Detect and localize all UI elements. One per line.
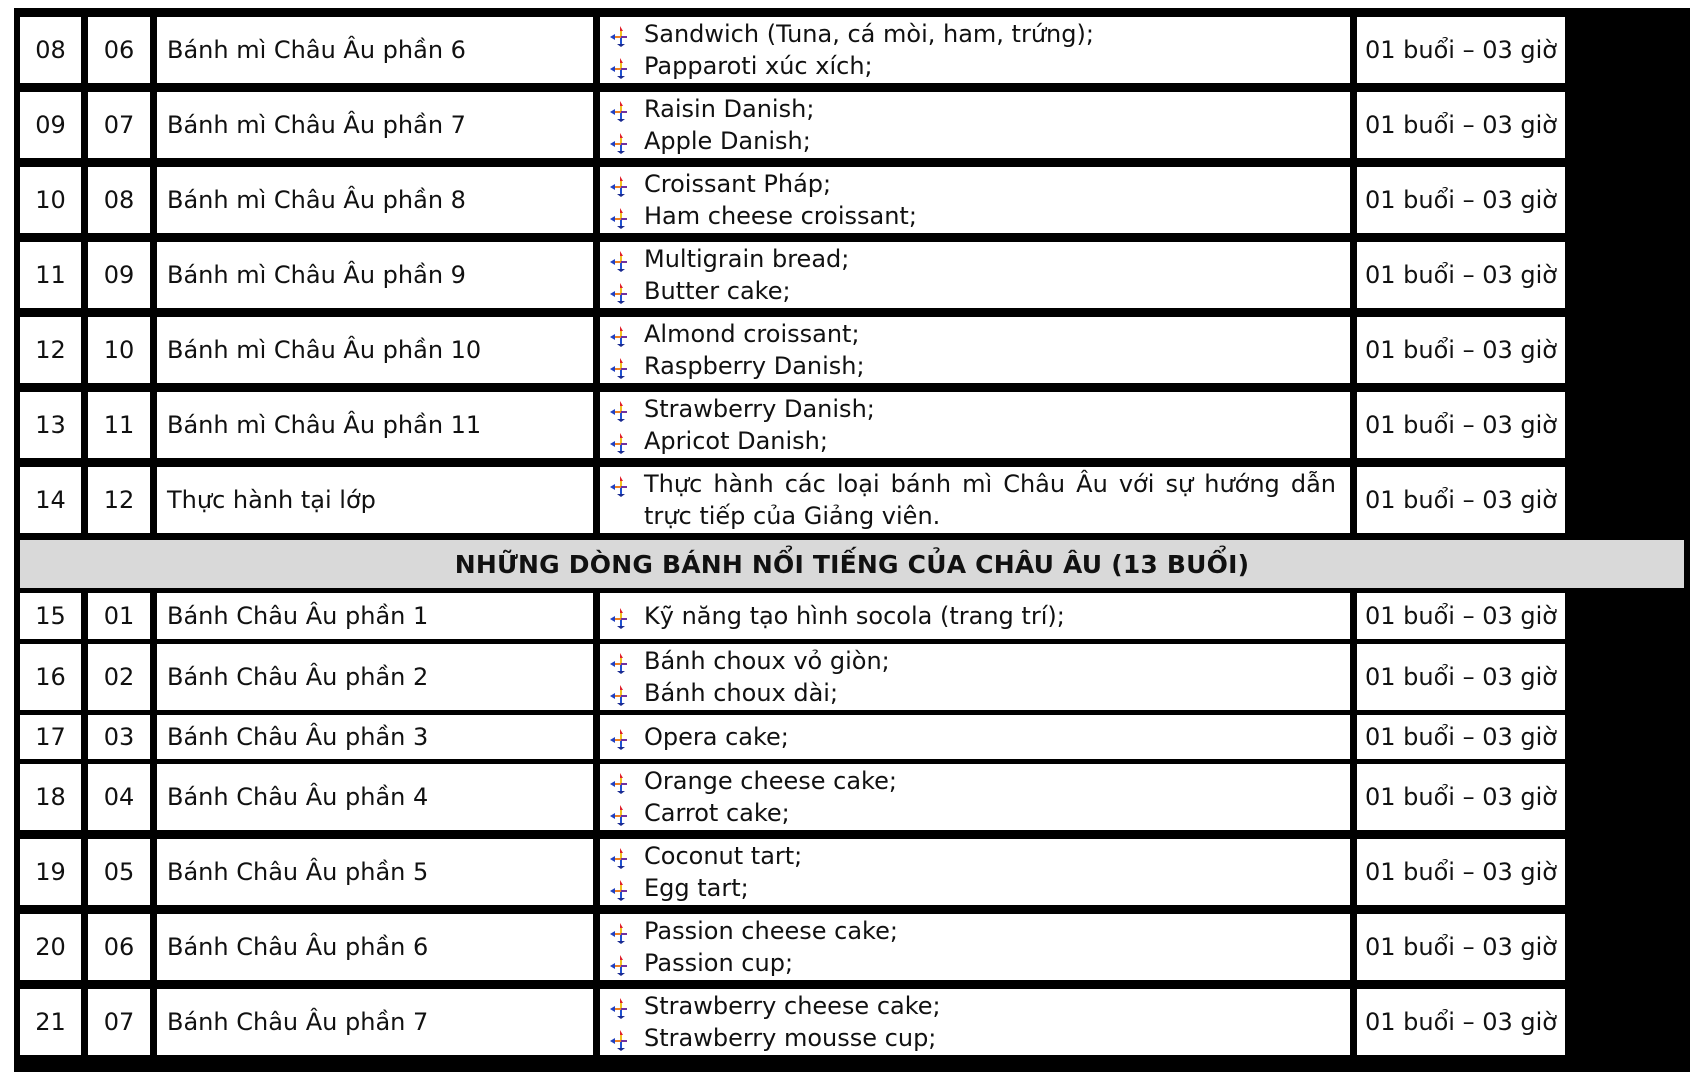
arrow-bullet-icon	[610, 845, 632, 867]
lesson-content	[600, 92, 1350, 158]
table-row	[20, 839, 1684, 905]
lesson-duration: 01 buổi – 03 giờ	[1357, 914, 1565, 980]
content-item-text: Passion cheese cake;	[644, 917, 898, 945]
lesson-content	[600, 989, 1350, 1055]
lesson-duration: 01 buổi – 03 giờ	[1357, 839, 1565, 905]
lesson-title: Bánh Châu Âu phần 2	[157, 644, 593, 710]
arrow-bullet-icon	[610, 995, 632, 1017]
list-item	[610, 797, 1336, 829]
list-item	[610, 990, 1336, 1022]
row-number: 18	[20, 764, 81, 830]
row-number: 19	[20, 839, 81, 905]
table-row	[20, 392, 1684, 458]
lesson-title: Bánh mì Châu Âu phần 8	[157, 167, 593, 233]
session-number: 03	[88, 715, 150, 759]
session-number: 05	[88, 839, 150, 905]
content-item-text: Bánh choux dài;	[644, 679, 839, 707]
list-item	[610, 275, 1336, 307]
arrow-bullet-icon	[610, 605, 632, 627]
content-item-text: Thực hành các loại bánh mì Châu Âu với sự hướng dẫn trực tiếp của Giảng viên.	[644, 470, 1336, 530]
lesson-duration: 01 buổi – 03 giờ	[1357, 317, 1565, 383]
session-number: 08	[88, 167, 150, 233]
list-item	[610, 50, 1336, 82]
content-item-text: Strawberry cheese cake;	[644, 992, 941, 1020]
lesson-duration: 01 buổi – 03 giờ	[1357, 17, 1565, 83]
row-number: 17	[20, 715, 81, 759]
list-item	[610, 425, 1336, 457]
table-row	[20, 764, 1684, 830]
table-row	[20, 317, 1684, 383]
session-number: 11	[88, 392, 150, 458]
content-item-text: Passion cup;	[644, 949, 794, 977]
content-item-text: Kỹ năng tạo hình socola (trang trí);	[644, 602, 1065, 630]
row-number: 13	[20, 392, 81, 458]
lesson-content	[600, 644, 1350, 710]
arrow-bullet-icon	[610, 173, 632, 195]
content-item-text: Egg tart;	[644, 874, 749, 902]
lesson-content	[600, 715, 1350, 759]
lesson-duration: 01 buổi – 03 giờ	[1357, 989, 1565, 1055]
lesson-duration: 01 buổi – 03 giờ	[1357, 715, 1565, 759]
lesson-title: Bánh Châu Âu phần 4	[157, 764, 593, 830]
lesson-content	[600, 593, 1350, 639]
content-item-text: Papparoti xúc xích;	[644, 52, 873, 80]
lesson-content	[600, 914, 1350, 980]
list-item	[610, 18, 1336, 50]
arrow-bullet-icon	[610, 1027, 632, 1049]
lesson-duration: 01 buổi – 03 giờ	[1357, 467, 1565, 533]
arrow-bullet-icon	[610, 98, 632, 120]
list-item	[610, 645, 1336, 677]
row-number: 09	[20, 92, 81, 158]
arrow-bullet-icon	[610, 802, 632, 824]
session-number: 12	[88, 467, 150, 533]
content-item-text: Ham cheese croissant;	[644, 202, 917, 230]
lesson-content	[600, 242, 1350, 308]
arrow-bullet-icon	[610, 920, 632, 942]
content-item-text: Orange cheese cake;	[644, 767, 897, 795]
lesson-title: Bánh mì Châu Âu phần 7	[157, 92, 593, 158]
session-number: 02	[88, 644, 150, 710]
session-number: 06	[88, 17, 150, 83]
list-item	[610, 168, 1336, 200]
list-item	[610, 721, 1336, 753]
arrow-bullet-icon	[610, 682, 632, 704]
lesson-content	[600, 167, 1350, 233]
list-item	[610, 393, 1336, 425]
content-item-text: Bánh choux vỏ giòn;	[644, 647, 890, 675]
list-item	[610, 125, 1336, 157]
list-item	[610, 872, 1336, 904]
arrow-bullet-icon	[610, 650, 632, 672]
content-item-text: Croissant Pháp;	[644, 170, 832, 198]
list-item	[610, 243, 1336, 275]
list-item	[610, 1022, 1336, 1054]
lesson-content	[600, 467, 1350, 533]
content-item-text: Raisin Danish;	[644, 95, 815, 123]
arrow-bullet-icon	[610, 248, 632, 270]
curriculum-table	[14, 8, 1690, 1072]
table-row	[20, 644, 1684, 710]
table-row	[20, 467, 1684, 533]
lesson-content	[600, 17, 1350, 83]
content-item-text: Apple Danish;	[644, 127, 811, 155]
content-item-text: Coconut tart;	[644, 842, 803, 870]
session-number: 09	[88, 242, 150, 308]
arrow-bullet-icon	[610, 770, 632, 792]
list-item	[610, 600, 1336, 632]
lesson-title: Bánh Châu Âu phần 7	[157, 989, 593, 1055]
list-item	[610, 947, 1336, 979]
arrow-bullet-icon	[610, 726, 632, 748]
session-number: 04	[88, 764, 150, 830]
row-number: 20	[20, 914, 81, 980]
lesson-title: Thực hành tại lớp	[157, 467, 593, 533]
lesson-duration: 01 buổi – 03 giờ	[1357, 167, 1565, 233]
table-row	[20, 989, 1684, 1055]
row-number: 12	[20, 317, 81, 383]
arrow-bullet-icon	[610, 55, 632, 77]
content-item-text: Opera cake;	[644, 723, 789, 751]
lesson-duration: 01 buổi – 03 giờ	[1357, 593, 1565, 639]
lesson-content	[600, 392, 1350, 458]
content-item-text: Carrot cake;	[644, 799, 790, 827]
list-item	[610, 765, 1336, 797]
list-item	[610, 915, 1336, 947]
content-item-text: Strawberry mousse cup;	[644, 1024, 937, 1052]
lesson-title: Bánh Châu Âu phần 5	[157, 839, 593, 905]
arrow-bullet-icon	[610, 130, 632, 152]
lesson-title: Bánh mì Châu Âu phần 11	[157, 392, 593, 458]
list-item	[610, 677, 1336, 709]
lesson-content	[600, 764, 1350, 830]
lesson-duration: 01 buổi – 03 giờ	[1357, 242, 1565, 308]
content-item-text: Apricot Danish;	[644, 427, 828, 455]
arrow-bullet-icon	[610, 323, 632, 345]
lesson-duration: 01 buổi – 03 giờ	[1357, 644, 1565, 710]
table-row	[20, 593, 1684, 639]
table-row	[20, 92, 1684, 158]
arrow-bullet-icon	[610, 877, 632, 899]
lesson-title: Bánh mì Châu Âu phần 6	[157, 17, 593, 83]
row-number: 10	[20, 167, 81, 233]
lesson-duration: 01 buổi – 03 giờ	[1357, 764, 1565, 830]
lesson-title: Bánh Châu Âu phần 1	[157, 593, 593, 639]
list-item	[610, 840, 1336, 872]
row-number: 21	[20, 989, 81, 1055]
table-row	[20, 914, 1684, 980]
arrow-bullet-icon	[610, 952, 632, 974]
arrow-bullet-icon	[610, 280, 632, 302]
content-item-text: Butter cake;	[644, 277, 791, 305]
section-title: NHỮNG DÒNG BÁNH NỔI TIẾNG CỦA CHÂU ÂU (13 BUỔI)	[454, 549, 1250, 579]
arrow-bullet-icon	[610, 430, 632, 452]
list-item	[610, 468, 1336, 532]
list-item	[610, 200, 1336, 232]
arrow-bullet-icon	[610, 23, 632, 45]
lesson-title: Bánh Châu Âu phần 6	[157, 914, 593, 980]
session-number: 01	[88, 593, 150, 639]
table-row	[20, 17, 1684, 83]
arrow-bullet-icon	[610, 473, 632, 495]
content-item-text: Almond croissant;	[644, 320, 860, 348]
lesson-content	[600, 317, 1350, 383]
table-row	[20, 167, 1684, 233]
row-number: 16	[20, 644, 81, 710]
session-number: 07	[88, 92, 150, 158]
lesson-title: Bánh mì Châu Âu phần 9	[157, 242, 593, 308]
content-item-text: Strawberry Danish;	[644, 395, 875, 423]
section-header	[20, 540, 1684, 588]
session-number: 06	[88, 914, 150, 980]
lesson-duration: 01 buổi – 03 giờ	[1357, 392, 1565, 458]
lesson-duration: 01 buổi – 03 giờ	[1357, 92, 1565, 158]
row-number: 14	[20, 467, 81, 533]
row-number: 11	[20, 242, 81, 308]
content-item-text: Sandwich (Tuna, cá mòi, ham, trứng);	[644, 20, 1094, 48]
lesson-title: Bánh mì Châu Âu phần 10	[157, 317, 593, 383]
table-row	[20, 715, 1684, 759]
list-item	[610, 350, 1336, 382]
session-number: 07	[88, 989, 150, 1055]
list-item	[610, 93, 1336, 125]
lesson-title: Bánh Châu Âu phần 3	[157, 715, 593, 759]
arrow-bullet-icon	[610, 398, 632, 420]
row-number: 08	[20, 17, 81, 83]
content-item-text: Multigrain bread;	[644, 245, 850, 273]
list-item	[610, 318, 1336, 350]
table-row	[20, 242, 1684, 308]
content-item-text: Raspberry Danish;	[644, 352, 865, 380]
row-number: 15	[20, 593, 81, 639]
session-number: 10	[88, 317, 150, 383]
arrow-bullet-icon	[610, 205, 632, 227]
arrow-bullet-icon	[610, 355, 632, 377]
lesson-content	[600, 839, 1350, 905]
